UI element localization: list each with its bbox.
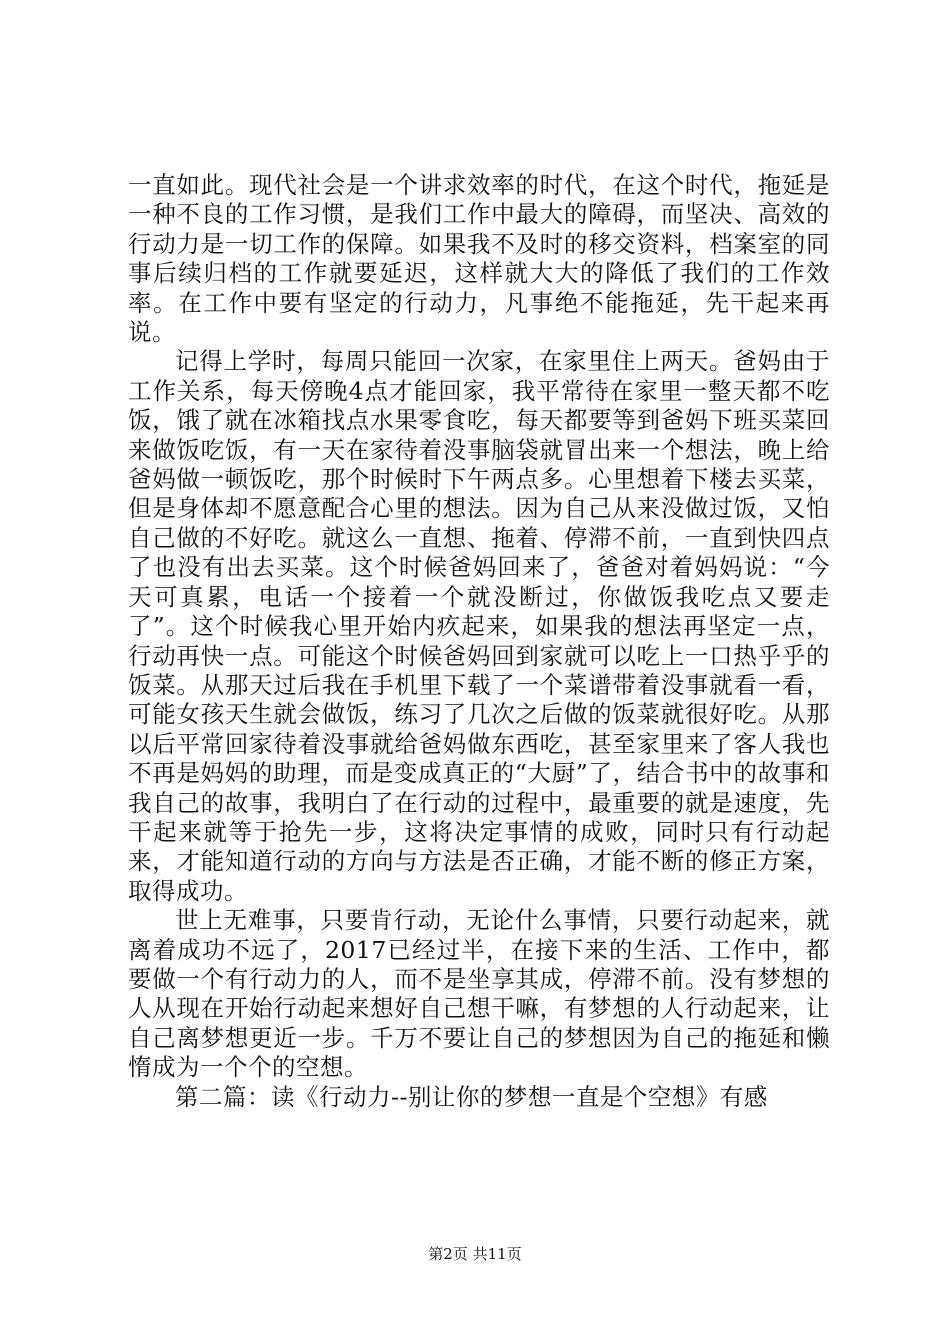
page-number-footer: 第2页 共11页 (428, 1245, 522, 1263)
paragraph-conclusion: 世上无难事，只要肯行动，无论什么事情，只要行动起来，就离着成功不远了，2017已经过半，在接下来的生活、工作中，都要做一个有行动力的人，而不是坐享其成，停滞不前。没有梦想的人从现在开始行动起来想好自己想干嘛，有梦想的人行动起来，让自己离梦想更近一步。千万不要让自己的梦想因为自己的拖延和懒惰成为一个个的空想。 (128, 906, 830, 1082)
document-body (128, 171, 830, 1112)
section-heading-second-article: 第二篇：读《行动力--别让你的梦想一直是个空想》有感 (175, 1082, 768, 1111)
paragraph-continuation: 一直如此。现代社会是一个讲求效率的时代，在这个时代，拖延是一种不良的工作习惯，是我们工作中最大的障碍，而坚决、高效的行动力是一切工作的保障。如果我不及时的移交资料，档案室的同事后续归档的工作就要延迟，这样就大大的降低了我们的工作效率。在工作中要有坚定的行动力，凡事绝不能拖延，先干起来再说。 (128, 171, 830, 347)
paragraph-school-story: 记得上学时，每周只能回一次家，在家里住上两天。爸妈由于工作关系，每天傍晚4点才能回家，我平常待在家里一整天都不吃饭，饿了就在冰箱找点水果零食吃，每天都要等到爸妈下班买菜回来做饭吃饭，有一天在家待着没事脑袋就冒出来一个想法，晚上给爸妈做一顿饭吃，那个时候时下午两点多。心里想着下楼去买菜，但是身体却不愿意配合心里的想法。因为自己从来没做过饭，又怕自己做的不好吃。就这么一直想、拖着、停滞不前，一直到快四点了也没有出去买菜。这个时候爸妈回来了，爸爸对着妈妈说：“今天可真累，电话一个接着一个就没断过，你做饭我吃点又要走了”。这个时候我心里开始内疚起来，如果我的想法再坚定一点，行动再快一点。可能这个时候爸妈回到家就可以吃上一口热乎乎的饭菜。从那天过后我在手机里下载了一个菜谱带着没事就看一看，可能女孩天生就会做饭，练习了几次之后做的饭菜就很好吃。从那以后平常回家待着没事就给爸妈做东西吃，甚至家里来了客人我也不再是妈妈的助理，而是变成真正的“大厨”了，结合书中的故事和我自己的故事，我明白了在行动的过程中，最重要的就是速度，先干起来就等于抢先一步，这将决定事情的成败，同时只有行动起来，才能知道行动的方向与方法是否正确，才能不断的修正方案，取得成功。 (128, 347, 830, 905)
